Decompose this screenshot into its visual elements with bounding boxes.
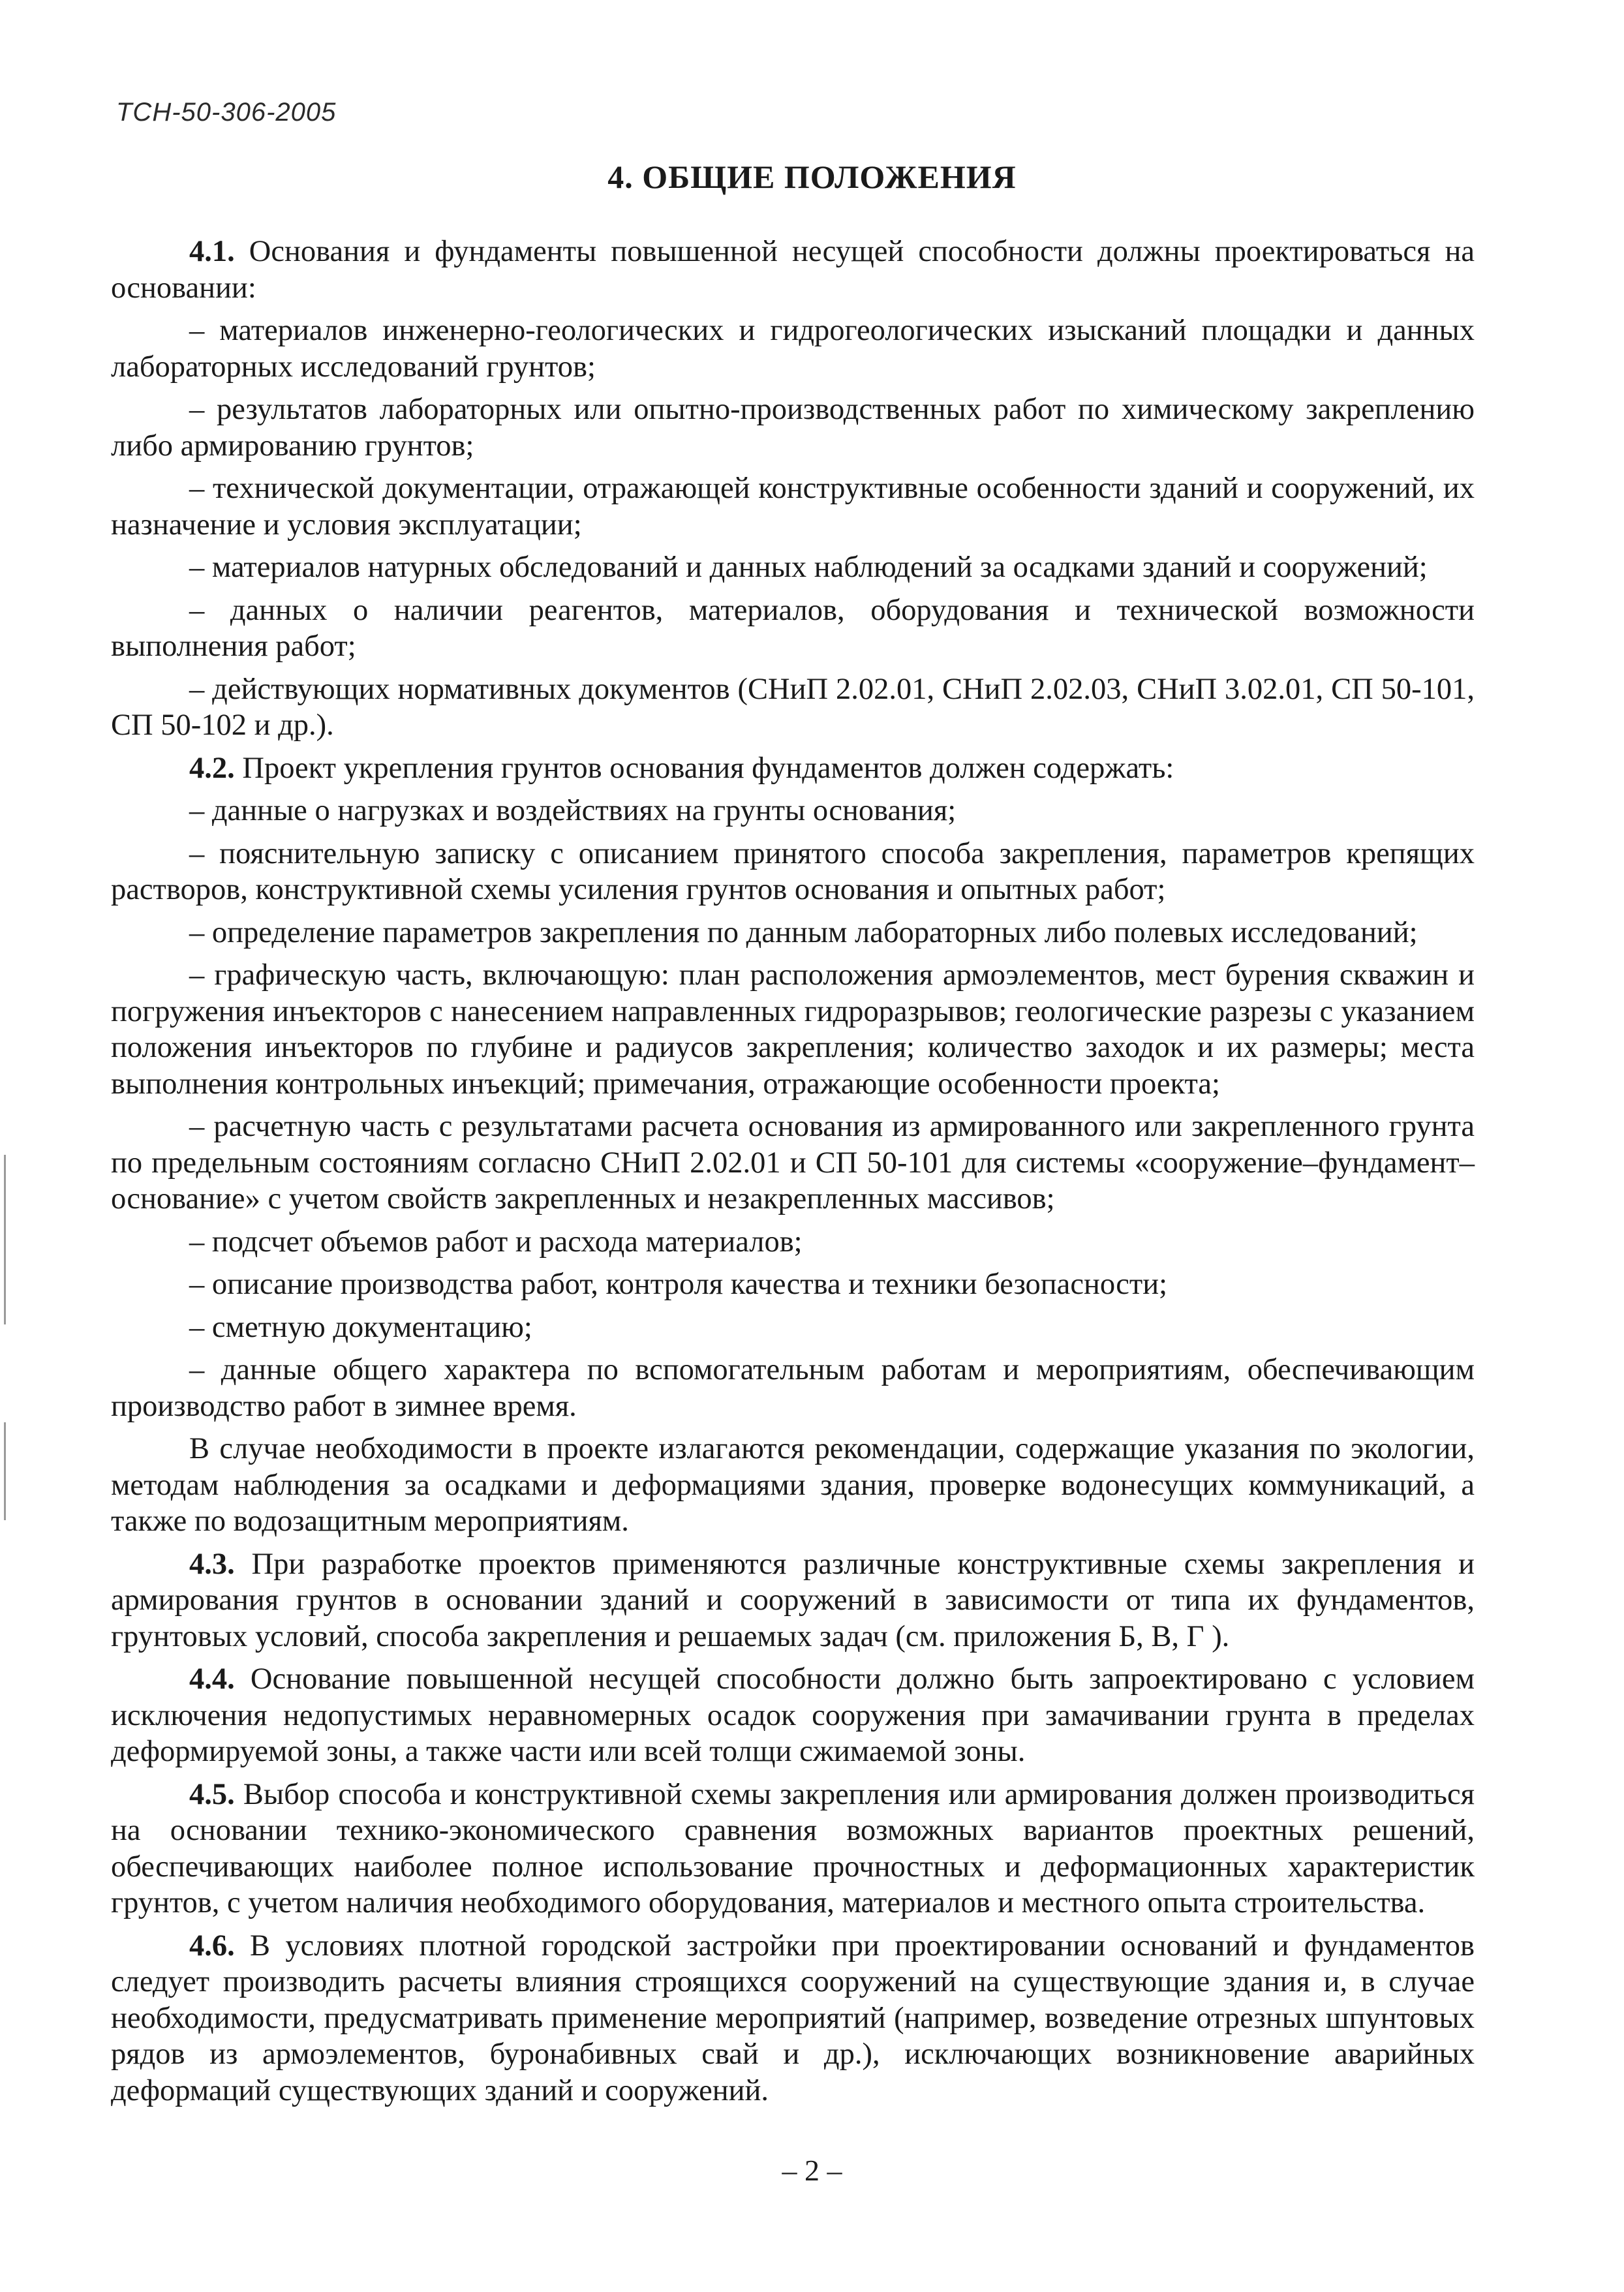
paragraph-4-3 — [111, 1546, 1475, 1655]
list-item: – данные о нагрузках и воздействиях на грунты основания; — [189, 794, 957, 827]
paragraph-note: В случае необходимости в проекте излагаются рекомендации, содержащие указания по экологии, методам наблюдения за осадками и деформациями здания, проверке водонесущих коммуникаций, а также по водозащитным мероприятиям. — [111, 1432, 1475, 1538]
paragraph-number: 4.3. — [189, 1547, 235, 1581]
list-item: – данные общего характера по вспомогательным работам и мероприятиям, обеспечивающим производство работ в зимнее время. — [111, 1353, 1475, 1423]
list-item: – материалов инженерно-геологических и гидрогеологических изысканий площадки и данных лабораторных исследований грунтов; — [111, 314, 1475, 384]
paragraph-number: 4.2. — [189, 751, 235, 785]
paragraph-4-6 — [111, 1928, 1475, 2109]
document-code: ТСН-50-306-2005 — [116, 98, 337, 127]
scan-margin-mark — [4, 1422, 6, 1520]
list-item: – пояснительную записку с описанием принятого способа закрепления, параметров крепящих растворов, конструктивной схемы усиления грунтов основания и опытных работ; — [111, 836, 1475, 906]
paragraph-4-4 — [111, 1661, 1475, 1770]
paragraph-number: 4.6. — [189, 1929, 235, 1963]
paragraph-text: При разработке проектов применяются различные конструктивные схемы закрепления и армирования грунтов в основании зданий и сооружений в зависимости от типа их фундаментов, грунтовых условий, способа закрепления и решаемых задач (см. приложения Б, В, Г ). — [111, 1547, 1475, 1653]
paragraph-text: В условиях плотной городской застройки при проектировании оснований и фундаментов следует производить расчеты влияния строящихся сооружений на существующие здания и, в случае необходимости, предусматривать применение мероприятий (например, возведение отрезных шпунтовых рядов из армоэлементов, буронабивных свай и др.), исключающих возникновение аварийных деформаций существующих зданий и сооружений. — [111, 1929, 1475, 2107]
paragraph-text: Основания и фундаменты повышенной несущей способности должны проектироваться на основании: — [111, 235, 1475, 305]
paragraph-number: 4.4. — [189, 1662, 235, 1696]
paragraph-4-5 — [111, 1777, 1475, 1921]
list-item: – описание производства работ, контроля качества и техники безопасности; — [189, 1268, 1168, 1301]
list-item: – материалов натурных обследований и данных наблюдений за осадками зданий и сооружений; — [189, 551, 1428, 584]
paragraph-4-2 — [111, 750, 1475, 787]
list-item: – определение параметров закрепления по данным лабораторных либо полевых исследований; — [189, 915, 1418, 949]
page-number: – 2 – — [782, 2154, 842, 2187]
list-item: – сметную документацию; — [189, 1310, 532, 1344]
paragraph-4-1 — [111, 234, 1475, 306]
list-item: – подсчет объемов работ и расхода материалов; — [189, 1225, 803, 1259]
paragraph-text: Проект укрепления грунтов основания фундаментов должен содержать: — [234, 751, 1174, 785]
paragraph-text: Основание повышенной несущей способности должно быть запроектировано с условием исключения недопустимых неравномерных осадок сооружения при замачивании грунта в пределах деформируемой зоны, а также части или всей толщи сжимаемой зоны. — [111, 1662, 1475, 1768]
paragraph-number: 4.1. — [189, 235, 235, 268]
list-item: – данных о наличии реагентов, материалов, оборудования и технической возможности выполнения работ; — [111, 593, 1475, 663]
document-body — [111, 234, 1475, 2115]
list-item: – графическую часть, включающую: план расположения армоэлементов, мест бурения скважин и погружения инъекторов с нанесением направленных гидроразрывов; геологические разрезы с указанием положения инъекторов по глубине и радиусов закрепления; количество заходок и их размеры; места выполнения контрольных инъекций; примечания, отражающие особенности проекта; — [111, 958, 1475, 1101]
list-item: – результатов лабораторных или опытно-производственных работ по химическому закреплению либо армированию грунтов; — [111, 393, 1475, 463]
list-item: – расчетную часть с результатами расчета основания из армированного или закрепленного грунта по предельным состояниям согласно СНиП 2.02.01 и СП 50-101 для системы «сооружение–фундамент–основание» с учетом свойств закрепленных и незакрепленных массивов; — [111, 1110, 1475, 1215]
paragraph-text: Выбор способа и конструктивной схемы закрепления или армирования должен производиться на основании технико-экономического сравнения возможных вариантов проектных решений, обеспечивающих наиболее полное использование прочностных и деформационных характеристик грунтов, с учетом наличия необходимого оборудования, материалов и местного опыта строительства. — [111, 1777, 1475, 1919]
list-item: – технической документации, отражающей конструктивные особенности зданий и сооружений, их назначение и условия эксплуатации; — [111, 472, 1475, 542]
list-item: – действующих нормативных документов (СНиП 2.02.01, СНиП 2.02.03, СНиП 3.02.01, СП 50-101, СП 50-102 и др.). — [111, 672, 1475, 742]
scan-margin-mark — [4, 1155, 6, 1324]
paragraph-number: 4.5. — [189, 1777, 235, 1811]
section-title: 4. ОБЩИЕ ПОЛОЖЕНИЯ — [607, 159, 1017, 195]
